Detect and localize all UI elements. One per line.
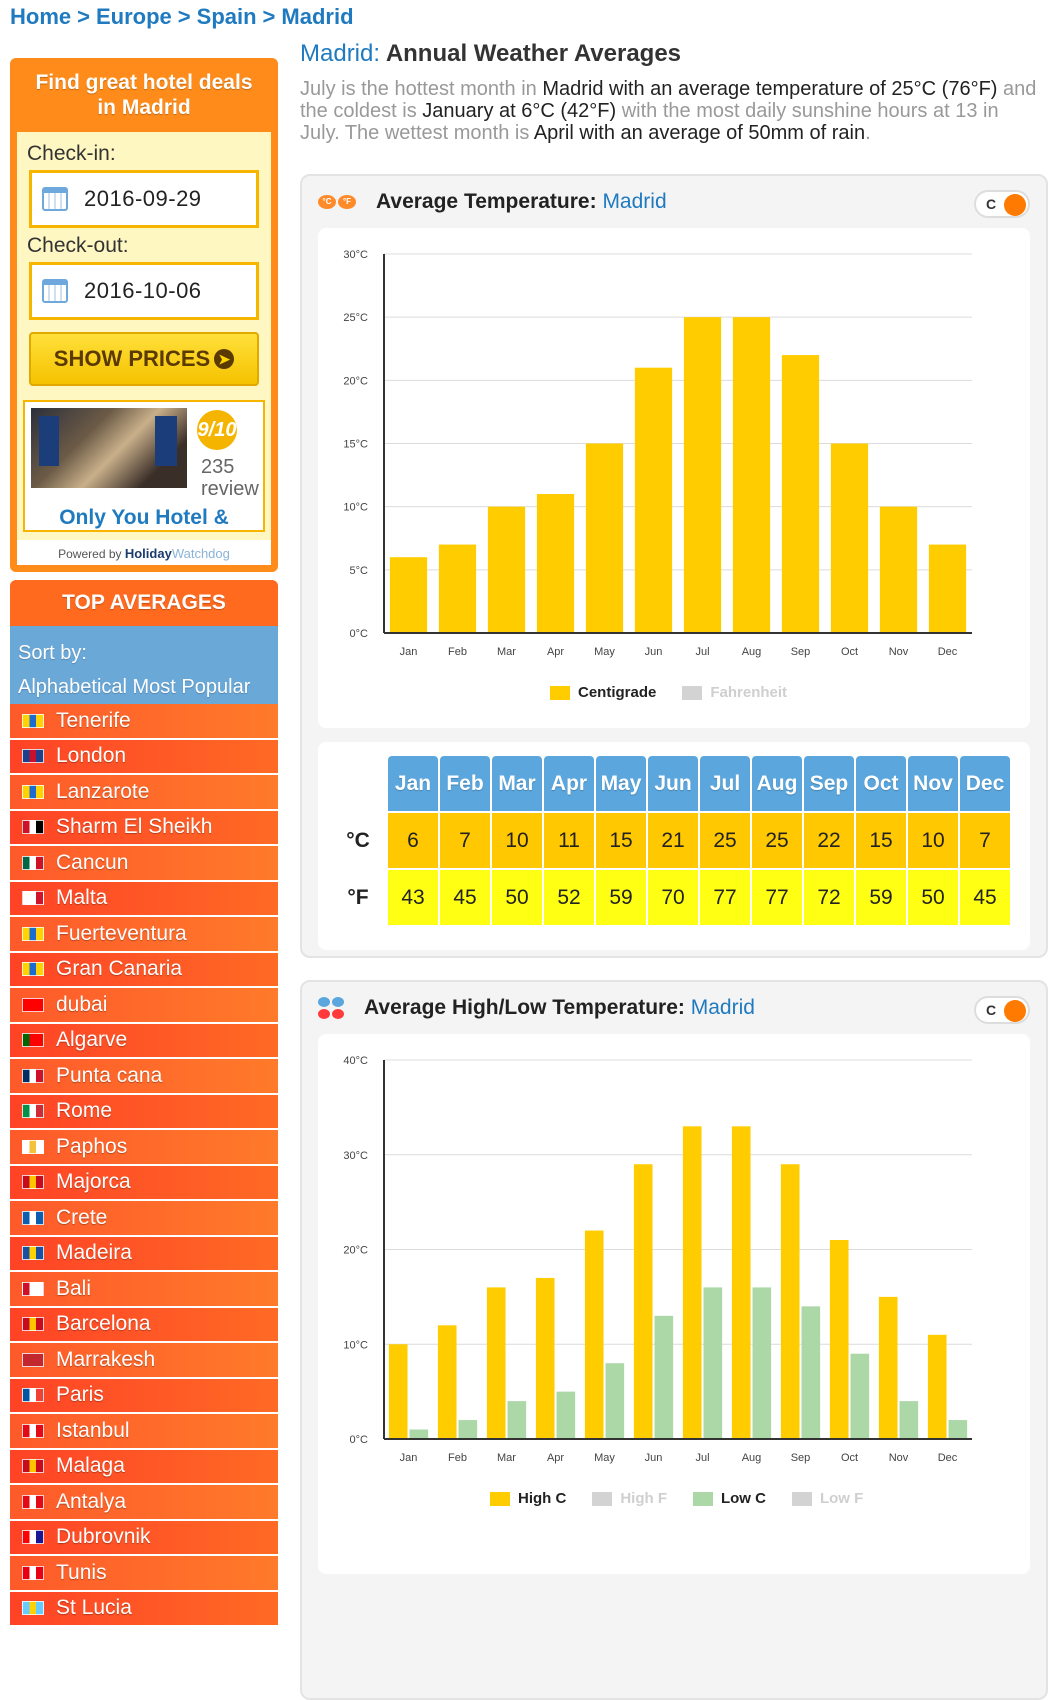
weather-summary [300,78,1040,144]
summary-fragment: January at 6°C (42°F) [422,100,617,122]
x-tick-label: Oct [840,1452,859,1464]
bar-high-c-mar[interactable] [487,1287,506,1439]
flag-icon [22,1601,44,1615]
destination-item[interactable] [10,1521,278,1557]
bar-low-c-may[interactable] [606,1363,625,1439]
checkout-field[interactable] [29,262,259,320]
legend-centigrade[interactable] [550,684,656,701]
table-cell-c: 6 [388,813,438,868]
bar-centigrade-sep[interactable] [782,355,819,633]
flag-icon [22,1282,44,1296]
legend-swatch [490,1492,510,1506]
bar-high-c-sep[interactable] [781,1164,800,1439]
x-tick-label: May [594,646,615,658]
panel-header [302,176,1046,228]
legend-swatch [792,1492,812,1506]
table-cell-c: 15 [856,813,906,868]
x-tick-label: Jan [399,646,418,658]
table-month-header: Sep [804,756,854,811]
legend-low-c[interactable] [693,1490,766,1507]
temperature-chart-card [318,228,1030,728]
table-row-label: °C [330,813,386,868]
destination-name[interactable]: Marrakesh [56,1347,156,1371]
x-tick-label: Feb [448,646,467,658]
destination-name[interactable]: Tenerife [56,708,131,732]
panel-title: Average High/Low Temperature: [364,996,685,1019]
destination-item[interactable] [10,1485,278,1521]
bar-low-c-dec[interactable] [949,1420,968,1439]
legend-swatch [682,686,702,700]
flag-icon [22,927,44,941]
destination-name[interactable]: St Lucia [56,1596,132,1620]
destination-item[interactable] [10,1166,278,1202]
sort-options[interactable]: Alphabetical Most Popular [18,676,251,698]
sort-box [10,626,278,704]
x-tick-label: Jun [644,646,663,658]
y-tick-label: 0°C [349,628,368,640]
destination-name[interactable]: Paphos [56,1134,128,1158]
table-month-header: Mar [492,756,542,811]
flag-icon [22,998,44,1012]
destination-item[interactable] [10,1450,278,1486]
destination-item[interactable] [10,1095,278,1131]
hotel-deal-title [17,58,271,132]
bar-low-c-jul[interactable] [704,1287,723,1439]
chart-legend [550,684,813,701]
destination-name[interactable]: Tunis [56,1560,107,1584]
y-tick-label: 30°C [343,1149,368,1162]
breadcrumb-separator: > [77,4,90,29]
breadcrumb-separator: > [262,4,276,29]
bar-centigrade-nov[interactable] [880,507,917,633]
table-cell-c: 10 [908,813,958,868]
x-tick-label: Dec [937,646,958,658]
table-month-header: Oct [856,756,906,811]
destination-name[interactable]: Barcelona [56,1312,151,1336]
flag-icon [22,1104,44,1118]
table-month-header: Jun [648,756,698,811]
y-tick-label: 10°C [343,501,368,514]
destination-item[interactable] [10,1130,278,1166]
flag-icon [22,856,44,870]
summary-fragment: Madrid with an average temperature of 25°C (76°F) [542,78,998,100]
legend-label: High F [620,1490,667,1507]
table-cell-f: 59 [856,870,906,925]
destination-name[interactable]: Sharm El Sheikh [56,815,213,839]
table-cell-c: 25 [700,813,750,868]
table-month-header: Apr [544,756,594,811]
table-cell-f: 45 [960,870,1010,925]
bar-centigrade-mar[interactable] [488,507,525,633]
destination-item[interactable] [10,1414,278,1450]
temperature-table-card [318,742,1030,950]
breadcrumb-home[interactable]: Home [10,4,72,29]
table-cell-c: 7 [960,813,1010,868]
destination-name[interactable]: Malta [56,886,108,910]
flag-icon [22,1033,44,1047]
destination-item[interactable] [10,1201,278,1237]
legend-swatch [550,686,570,700]
destination-name[interactable]: Lanzarote [56,779,150,803]
bar-high-c-feb[interactable] [438,1325,457,1439]
bar-low-c-feb[interactable] [459,1420,478,1439]
bar-centigrade-dec[interactable] [929,545,966,633]
table-row-label: °F [330,870,386,925]
x-tick-label: Aug [741,646,762,658]
flag-icon [22,785,44,799]
x-tick-label: Feb [448,1452,467,1464]
table-cell-f: 45 [440,870,490,925]
high-icon [318,997,330,1007]
unit-icons [318,195,358,209]
bar-centigrade-feb[interactable] [439,545,476,633]
legend-high-f[interactable] [592,1490,667,1507]
x-tick-label: Jan [399,1452,418,1464]
checkout-value[interactable]: 2016-10-06 [84,278,202,303]
destination-list [10,704,278,1627]
destination-name[interactable]: Dubrovnik [56,1525,151,1549]
hotel-review-word: review [201,478,259,500]
legend-label: Fahrenheit [710,684,788,701]
summary-fragment: and the coldest is [300,78,1037,122]
panel-title-city: Madrid [690,996,755,1019]
table-month-header: Jan [388,756,438,811]
table-cell-c: 21 [648,813,698,868]
sidebar [10,58,278,1627]
flag-icon [22,1530,44,1544]
table-cell-c: 15 [596,813,646,868]
breadcrumb-spain[interactable]: Spain [196,4,257,29]
main-content [300,40,1050,144]
legend-swatch [592,1492,612,1506]
checkin-value[interactable]: 2016-09-29 [84,186,202,211]
legend-label: Low F [819,1490,864,1507]
bar-high-c-may[interactable] [585,1231,604,1439]
table-cell-f: 59 [596,870,646,925]
low-icon [318,1009,330,1019]
bar-low-c-oct[interactable] [851,1354,870,1439]
bar-centigrade-may[interactable] [586,444,623,634]
flag-icon [22,1566,44,1580]
flag-icon [22,749,44,763]
panel-header [302,982,1046,1034]
x-tick-label: Nov [888,646,909,658]
destination-item[interactable] [10,846,278,882]
y-tick-label: 30°C [343,249,368,261]
summary-fragment: with the most daily sunshine hours at 13 in July. The wettest month is [300,100,999,144]
flag-icon [22,1495,44,1509]
checkin-field[interactable] [29,170,259,228]
destination-item[interactable] [10,988,278,1024]
flag-icon [22,1069,44,1083]
flag-icon [22,1246,44,1260]
page-title-city: Madrid: [300,40,381,67]
breadcrumb-madrid[interactable]: Madrid [281,4,354,29]
destination-name[interactable]: Majorca [56,1170,131,1194]
table-cell-c: 10 [492,813,542,868]
bar-centigrade-apr[interactable] [537,494,574,633]
x-tick-label: Apr [546,1452,565,1464]
show-prices-label: SHOW PRICES [53,346,211,371]
destination-name[interactable]: Malaga [56,1454,125,1478]
x-tick-label: Sep [790,1452,811,1464]
high-icon [332,997,344,1007]
high-low-temperature-panel [300,980,1048,1700]
bar-low-c-jun[interactable] [655,1316,674,1439]
panel-title-city: Madrid [602,190,667,213]
table-month-header: May [596,756,646,811]
sort-by-label: Sort by: [18,642,87,664]
legend-label: Centigrade [578,684,657,701]
hotel-review-number: 235 [201,456,235,478]
y-tick-label: 25°C [343,312,368,325]
flag-icon [22,1353,44,1367]
y-tick-label: 20°C [343,375,368,388]
flag-icon [22,714,44,728]
y-tick-label: 10°C [343,1339,368,1352]
x-tick-label: Oct [840,646,859,658]
destination-name[interactable]: Paris [56,1383,104,1407]
table-cell-f: 43 [388,870,438,925]
temperature-bar-chart [318,228,1032,728]
destination-item[interactable] [10,1059,278,1095]
checkout-label: Check-out: [27,234,129,257]
show-prices-button[interactable] [29,332,259,386]
hotel-deal-title-line1: Find great hotel deals [35,71,253,94]
bar-centigrade-jul[interactable] [684,317,721,633]
destination-item[interactable] [10,882,278,918]
table-cell-c: 11 [544,813,594,868]
arrow-right-circle-icon: ➤ [214,349,234,369]
bar-high-c-apr[interactable] [536,1278,555,1439]
destination-item[interactable] [10,1237,278,1273]
unit-icons [318,997,346,1019]
table-cell-c: 25 [752,813,802,868]
hotel-review-count [201,456,259,500]
destination-name[interactable]: Crete [56,1205,108,1229]
powered-by-brand-part2: Watchdog [171,546,230,561]
x-tick-label: Sep [790,646,811,658]
bar-high-c-aug[interactable] [732,1126,751,1439]
bar-high-c-nov[interactable] [879,1297,898,1439]
destination-item[interactable] [10,811,278,847]
bar-low-c-sep[interactable] [802,1306,821,1439]
x-tick-label: Jul [695,1452,710,1464]
top-averages-title: TOP AVERAGES [10,580,278,626]
bar-low-c-jan[interactable] [410,1430,429,1439]
destination-item[interactable] [10,1556,278,1592]
bar-low-c-apr[interactable] [557,1392,576,1439]
destination-name[interactable]: Fuerteventura [56,921,187,945]
summary-fragment: July is the hottest month in [300,78,543,100]
destination-name[interactable]: Gran Canaria [56,957,183,981]
destination-item[interactable] [10,1024,278,1060]
y-tick-label: 15°C [343,438,368,451]
y-tick-label: 20°C [343,1244,368,1257]
hotel-score-badge: 9/10 [197,410,237,450]
destination-item[interactable] [10,704,278,740]
celsius-icon: °C [318,195,336,209]
bar-low-c-mar[interactable] [508,1401,527,1439]
table-month-header: Dec [960,756,1010,811]
destination-name[interactable]: Antalya [56,1489,127,1513]
destination-name[interactable]: Bali [56,1276,92,1300]
destination-name[interactable]: London [56,744,127,768]
table-cell-f: 50 [908,870,958,925]
table-month-header: Nov [908,756,958,811]
destination-item[interactable] [10,953,278,989]
table-cell-f: 70 [648,870,698,925]
summary-fragment: . [865,122,871,144]
legend-high-c[interactable] [490,1490,566,1507]
powered-by-brand-part1: Holiday [124,546,172,561]
flag-icon [22,962,44,976]
hotel-deal-widget [10,58,278,572]
legend-label: Low C [720,1490,766,1507]
bar-high-c-dec[interactable] [928,1335,947,1439]
checkin-label: Check-in: [27,142,116,165]
bar-low-c-aug[interactable] [753,1287,772,1439]
destination-name[interactable]: Cancun [56,850,129,874]
destination-item[interactable] [10,1343,278,1379]
x-tick-label: May [594,1452,615,1464]
destination-item[interactable] [10,775,278,811]
x-tick-label: Mar [497,1452,516,1464]
bar-low-c-nov[interactable] [900,1401,919,1439]
flag-icon [22,1140,44,1154]
table-cell-f: 72 [804,870,854,925]
destination-item[interactable] [10,1308,278,1344]
flag-icon [22,1459,44,1473]
y-tick-label: 5°C [349,564,368,577]
table-cell-f: 77 [752,870,802,925]
bar-high-c-oct[interactable] [830,1240,849,1439]
x-tick-label: Mar [497,646,516,658]
table-cell-c: 7 [440,813,490,868]
bar-centigrade-aug[interactable] [733,317,770,633]
destination-name[interactable]: Rome [56,1099,113,1123]
bar-high-c-jan[interactable] [389,1344,408,1439]
unit-toggle[interactable]: C [974,996,1030,1024]
powered-by-label: Powered by [58,547,122,561]
table-cell-f: 50 [492,870,542,925]
breadcrumb-separator: > [177,4,191,29]
page-title [300,40,1050,68]
flag-icon [22,820,44,834]
destination-item[interactable] [10,1272,278,1308]
high-low-chart-card [318,1034,1030,1574]
legend-low-f[interactable] [792,1490,863,1507]
hotel-name-link[interactable]: Only You Hotel & [59,506,229,529]
hotel-card[interactable] [23,400,265,532]
destination-item[interactable] [10,1379,278,1415]
low-icon [332,1009,344,1019]
destination-name[interactable]: Madeira [56,1241,132,1265]
unit-toggle[interactable]: C [974,190,1030,218]
summary-fragment: April with an average of 50mm of rain [533,122,866,144]
calendar-icon[interactable] [42,279,68,303]
table-month-header: Jul [700,756,750,811]
table-month-header: Aug [752,756,802,811]
x-tick-label: Aug [741,1452,762,1464]
x-tick-label: Dec [937,1452,958,1464]
legend-fahrenheit[interactable] [682,684,787,701]
bar-centigrade-jun[interactable] [635,368,672,633]
y-tick-label: 0°C [349,1434,368,1446]
temperature-table [328,754,1012,927]
hotel-deal-title-line2: in Madrid [97,96,191,119]
powered-by [17,540,271,565]
table-cell-f: 77 [700,870,750,925]
average-temperature-panel [300,174,1048,958]
destination-name[interactable]: Istanbul [56,1418,130,1442]
table-cell-f: 52 [544,870,594,925]
chart-legend [490,1490,889,1507]
flag-icon [22,891,44,905]
bar-centigrade-jan[interactable] [390,557,427,633]
x-tick-label: Nov [888,1452,909,1464]
x-tick-label: Jul [695,646,710,658]
x-tick-label: Apr [546,646,565,658]
top-averages [10,580,278,1627]
hotel-photo[interactable] [31,408,187,488]
flag-icon [22,1424,44,1438]
legend-label: High C [518,1490,567,1507]
calendar-icon[interactable] [42,187,68,211]
bar-centigrade-oct[interactable] [831,444,868,634]
destination-item[interactable] [10,1592,278,1628]
y-tick-label: 40°C [343,1055,368,1067]
flag-icon [22,1388,44,1402]
table-corner [330,756,386,811]
flag-icon [22,1317,44,1331]
destination-name[interactable]: Algarve [56,1028,128,1052]
breadcrumb [10,4,354,30]
destination-name[interactable]: dubai [56,992,108,1016]
page-title-text: Annual Weather Averages [385,40,682,67]
hotel-deal-form [17,132,271,540]
destination-item[interactable] [10,740,278,776]
breadcrumb-europe[interactable]: Europe [95,4,172,29]
table-month-header: Feb [440,756,490,811]
flag-icon [22,1175,44,1189]
x-tick-label: Jun [644,1452,663,1464]
table-cell-c: 22 [804,813,854,868]
flag-icon [22,1211,44,1225]
bar-high-c-jul[interactable] [683,1126,702,1439]
panel-title: Average Temperature: [376,190,597,213]
fahrenheit-icon: °F [338,195,356,209]
destination-name[interactable]: Punta cana [56,1063,163,1087]
bar-high-c-jun[interactable] [634,1164,653,1439]
legend-swatch [693,1492,713,1506]
destination-item[interactable] [10,917,278,953]
